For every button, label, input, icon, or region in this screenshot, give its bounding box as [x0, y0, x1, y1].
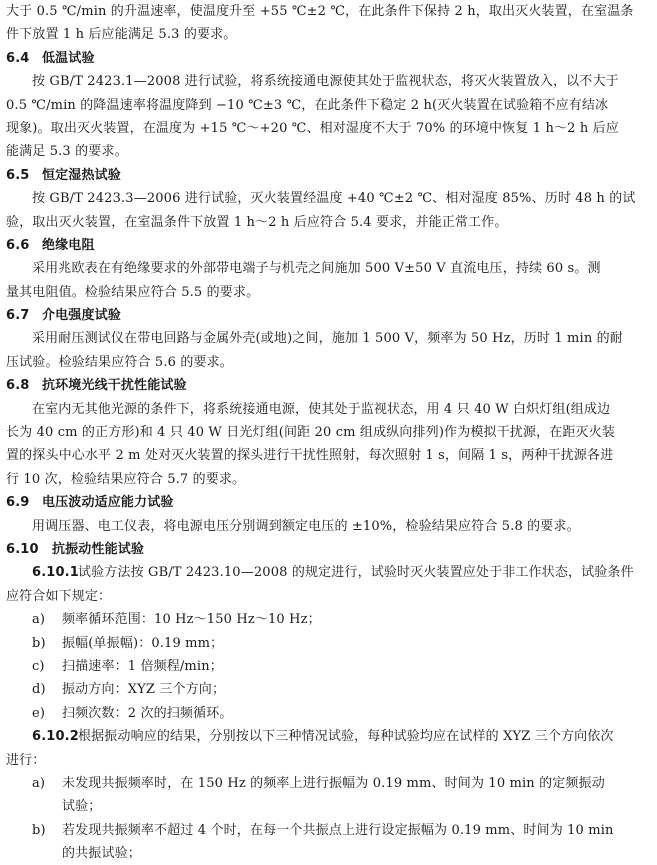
list-item: [6, 702, 649, 725]
subsection-number: 6.10.1: [32, 565, 79, 581]
section-number: 6.10: [6, 541, 39, 557]
list-item-marker: e): [32, 705, 46, 721]
list-item-marker: a): [32, 775, 46, 791]
list-item-text: 未发现共振频率时，在 150 Hz 的频率上进行振幅为 0.19 mm、时间为 10 min 的定频振动: [62, 775, 605, 791]
section-title: 恒定湿热试验: [42, 167, 121, 183]
section-number: 6.8: [6, 378, 30, 394]
body-text-line: 试验；: [62, 799, 102, 815]
section-heading: [6, 47, 649, 70]
body-text-line: 大于 0.5 ℃/min 的升温速率，使温度升至 +55 ℃±2 ℃，在此条件下保持 2 h，取出灭火装置，在室温条: [6, 4, 634, 19]
list-item: [6, 772, 649, 795]
section-heading: [6, 538, 649, 561]
section-number: 6.9: [6, 495, 30, 511]
list-item: [6, 678, 649, 701]
body-text-line: 按 GB/T 2423.3—2006 进行试验，灭火装置经温度 +40 ℃±2 ℃、相对湿度 85%、历时 48 h 的试: [32, 191, 636, 207]
body-text-line: 采用耐压测试仪在带电回路与金属外壳(或地)之间，施加 1 500 V，频率为 50 Hz，历时 1 min 的耐: [32, 331, 623, 347]
section-heading: [6, 304, 649, 327]
list-item-marker: b): [32, 635, 46, 651]
subsection-line: [6, 725, 649, 748]
body-text-line: 采用兆欧表在有绝缘要求的外部带电端子与机壳之间施加 500 V±50 V 直流电压，持续 60 s。测: [32, 261, 601, 277]
section-title: 介电强度试验: [42, 308, 121, 324]
section-number: 6.5: [6, 167, 30, 183]
list-item-text: 扫描速率：1 倍频程/min；: [62, 658, 223, 674]
section-title: 电压波动适应能力试验: [42, 495, 174, 511]
body-text-line: 进行：: [6, 752, 46, 768]
subsection-text: 根据振动响应的结果，分别按以下三种情况试验，每种试验均应在试样的 XYZ 三个方向依次: [78, 729, 614, 745]
list-item: [6, 819, 649, 842]
body-text-line: 压试验。检验结果应符合 5.6 的要求。: [6, 354, 233, 370]
list-item-marker: d): [32, 682, 46, 698]
list-item-marker: b): [32, 822, 46, 838]
body-text-line: 置的探头中心水平 2 m 处对灭火装置的探头进行干扰性照射，每次照射 1 s，间隔 1 s，两种干扰源各进: [6, 448, 614, 464]
list-item-text: 频率循环范围：10 Hz～150 Hz～10 Hz；: [62, 612, 321, 628]
section-title: 低温试验: [42, 50, 95, 66]
body-text-line: 用调压器、电工仪表，将电源电压分别调到额定电压的 ±10%，检验结果应符合 5.8 的要求。: [32, 518, 580, 534]
section-number: 6.4: [6, 50, 30, 66]
section-heading: [6, 164, 649, 187]
list-item-text: 振幅(单振幅)：0.19 mm；: [62, 635, 224, 651]
subsection-text: 试验方法按 GB/T 2423.10—2008 的规定进行，试验时灭火装置应处于非工作状态，试验条件: [78, 565, 634, 581]
list-item: [6, 608, 649, 631]
body-text-line: 件下放置 1 h 后应能满足 5.3 的要求。: [6, 27, 237, 43]
list-item-marker: a): [32, 612, 46, 628]
section-heading: [6, 234, 649, 257]
body-text-line: 按 GB/T 2423.1—2008 进行试验，将系统接通电源使其处于监视状态，将灭火装置放入，以不大于: [32, 74, 619, 90]
body-text-line: 行 10 次，检验结果应符合 5.7 的要求。: [6, 471, 246, 487]
section-title: 抗振动性能试验: [52, 541, 145, 557]
body-text-line: 现象)。取出灭火装置，在温度为 +15 ℃～+20 ℃、相对湿度不大于 70% 的环境中恢复 1 h～2 h 后应: [6, 120, 619, 136]
body-text-line: 0.5 ℃/min 的降温速率将温度降到 −10 ℃±3 ℃，在此条件下稳定 2 h(灭火装置在试验箱不应有结冰: [6, 97, 609, 113]
section-title: 抗环境光线干扰性能试验: [42, 378, 187, 394]
section-heading: [6, 374, 649, 397]
body-text-line: 量其电阻值。检验结果应符合 5.5 的要求。: [6, 284, 260, 300]
section-number: 6.7: [6, 308, 30, 324]
list-item: [6, 632, 649, 655]
subsection-line: [6, 561, 649, 584]
body-text-line: 应符合如下规定：: [6, 588, 112, 604]
section-title: 绝缘电阻: [42, 237, 95, 253]
list-item: [6, 655, 649, 678]
list-item-text: 扫频次数：2 次的扫频循环。: [62, 705, 233, 721]
body-text-line: 能满足 5.3 的要求。: [6, 144, 128, 160]
subsection-number: 6.10.2: [32, 729, 79, 745]
list-item-text: 振动方向：XYZ 三个方向；: [62, 682, 226, 698]
body-text-line: 验，取出灭火装置，在室温条件下放置 1 h～2 h 后应符合 5.4 要求，并能正常工作。: [6, 214, 508, 230]
list-item-marker: c): [32, 658, 45, 674]
list-item-text: 若发现共振频率不超过 4 个时，在每一个共振点上进行设定振幅为 0.19 mm、时间为 10 min: [62, 822, 614, 838]
body-text-line: 在室内无其他光源的条件下，将系统接通电源，使其处于监视状态，用 4 只 40 W 白炽灯组(组成边: [32, 401, 611, 417]
section-number: 6.6: [6, 237, 30, 253]
section-heading: [6, 491, 649, 514]
body-text-line: 的共振试验；: [62, 846, 141, 862]
body-text-line: 长为 40 cm 的正方形)和 4 只 40 W 日光灯组(间距 20 cm 组成纵向排列)作为模拟干扰源，在距灭火装: [6, 425, 615, 441]
